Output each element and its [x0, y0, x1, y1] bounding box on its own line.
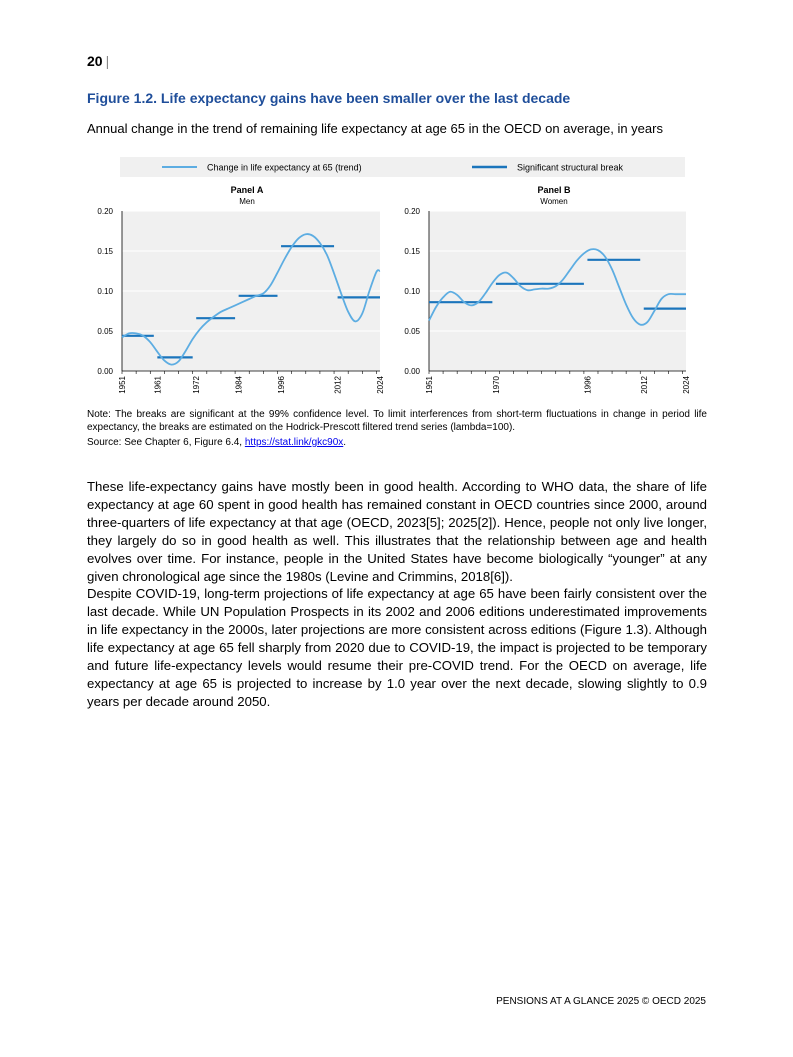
panel-a-y-tick-label: 0.20: [97, 207, 113, 216]
panel-b-y-tick-label: 0.00: [404, 367, 420, 376]
panel-b-y-tick-label: 0.15: [404, 247, 420, 256]
panel-b-y-tick-label: 0.20: [404, 207, 420, 216]
panel-b: [404, 185, 691, 394]
figure-source: [87, 436, 707, 449]
legend-trend-label: Change in life expectancy at 65 (trend): [207, 162, 362, 173]
figure-title: Figure 1.2. Life expectancy gains have been smaller over the last decade: [87, 90, 571, 106]
panel-b-x-tick-label: 1951: [425, 376, 434, 394]
page-number: [87, 53, 109, 69]
panel-b-y-tick-label: 0.10: [404, 287, 420, 296]
body-paragraph-1: These life-expectancy gains have mostly been in good health. According to WHO data, the share of life expectancy at age 60 spent in good health has remained constant in OECD countries since 2000, around three-quarters of life expectancy at that age (OECD, 2023[5]; 2025[2]). Hence, people not only live longer, they largely do so in good health as well. This illustrates that the relationship between age and health evolves over time. For instance, people in the United States have become biologically “younger” at any given chronological age since the 1980s (Levine and Crimmins, 2018[6]).: [87, 479, 707, 584]
panel-a-x-tick-label: 2024: [376, 376, 385, 394]
panel-a-x-tick-label: 1961: [153, 376, 163, 394]
figure-note: Note: The breaks are significant at the 99% confidence level. To limit interferences from short-term fluctuations in change in period life expectancy, the breaks are estimated on the Hodrick-Prescott filtered trend series (lambda=100).: [87, 409, 707, 433]
figure-chart: [87, 155, 707, 405]
panel-a-x-tick-label: 1951: [118, 376, 127, 394]
panel-a-subtitle: Men: [239, 197, 255, 206]
panel-a-x-tick-label: 2012: [333, 376, 343, 394]
page-number-value: 20: [87, 53, 103, 69]
panel-b-y-tick-label: 0.05: [404, 327, 420, 336]
panel-a-title: Panel A: [230, 185, 264, 195]
panel-a: [97, 185, 385, 394]
chart-svg: [87, 155, 707, 405]
panel-a-x-tick-label: 1984: [234, 376, 244, 394]
panel-b-x-tick-label: 1970: [491, 376, 501, 394]
panel-a-x-tick-label: 1996: [277, 376, 287, 394]
figure-subtitle: Annual change in the trend of remaining life expectancy at age 65 in the OECD on average, in years: [87, 121, 663, 136]
panel-b-subtitle: Women: [540, 197, 568, 206]
source-link[interactable]: https://stat.link/gkc90x: [244, 437, 344, 448]
page-number-separator: |: [105, 53, 110, 69]
body-paragraph-2: Despite COVID-19, long-term projections of life expectancy at age 65 have been fairly consistent over the last decade. While UN Population Prospects in its 2002 and 2006 editions underestimated improvements in life expectancy in the 2000s, later projections are more consistent across editions (Figure 1.3). Although life expectancy at age 65 fell sharply from 2020 due to COVID-19, the impact is projected to be temporary and future life-expectancy levels would resume their pre-COVID trend. For the OECD on average, life expectancy at age 65 is projected to increase by 1.0 year over the next decade, slowing slightly to 0.9 years per decade around 2050.: [87, 586, 707, 709]
panel-a-y-tick-label: 0.15: [97, 247, 113, 256]
legend-break-label: Significant structural break: [517, 162, 624, 173]
panel-b-x-tick-label: 2012: [639, 376, 649, 394]
panel-b-title: Panel B: [537, 185, 571, 195]
source-prefix: Source: See Chapter 6, Figure 6.4,: [87, 437, 245, 448]
source-suffix: .: [343, 437, 347, 448]
panel-a-x-tick-label: 1972: [192, 376, 202, 394]
panel-b-x-tick-label: 1996: [583, 376, 593, 394]
page-footer: PENSIONS AT A GLANCE 2025 © OECD 2025: [496, 996, 706, 1007]
panel-a-y-tick-label: 0.00: [97, 367, 113, 376]
panel-b-x-tick-label: 2024: [682, 376, 691, 394]
panel-a-y-tick-label: 0.05: [97, 327, 113, 336]
panel-a-y-tick-label: 0.10: [97, 287, 113, 296]
